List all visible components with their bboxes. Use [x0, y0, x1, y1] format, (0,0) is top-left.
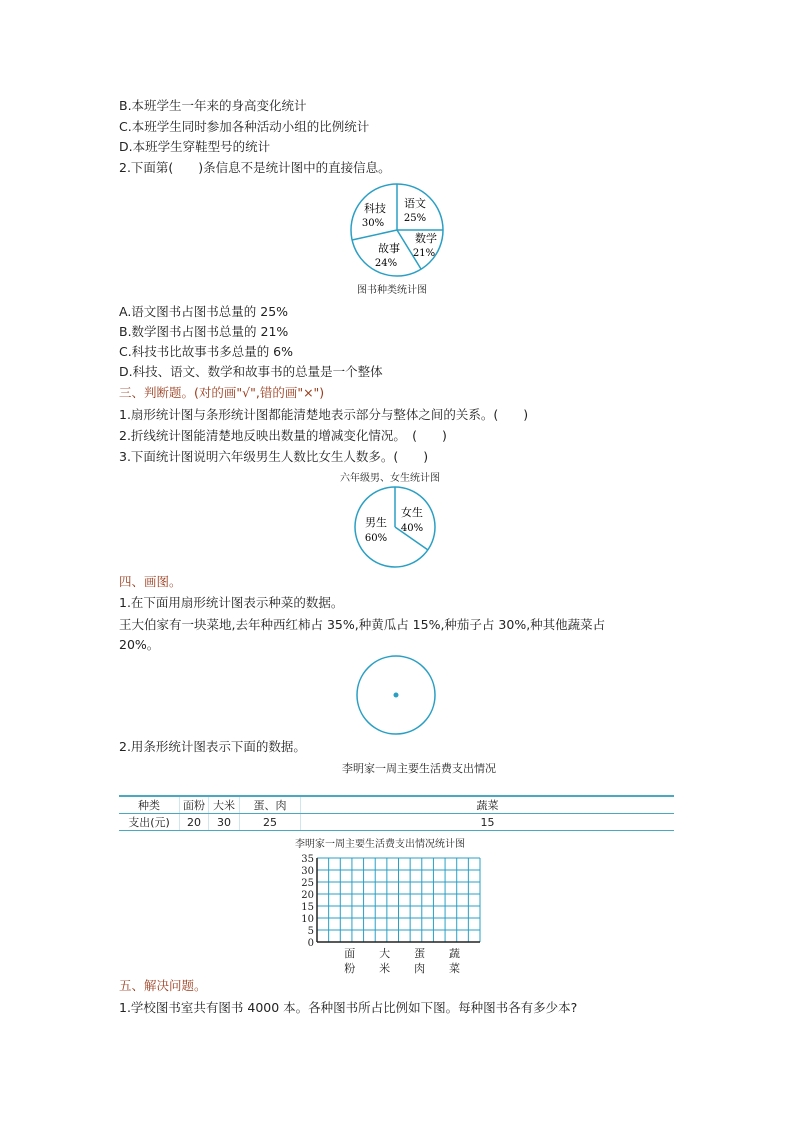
table-title: 李明家一周主要生活费支出情况: [342, 762, 496, 775]
option-c: C.科技书比故事书多总量的 6%: [119, 344, 294, 359]
judge-item-3: 3.下面统计图说明六年级男生人数比女生人数多。( ): [119, 449, 429, 464]
draw-q1-text: 20%。: [119, 637, 160, 652]
y-tick-label: 15: [301, 902, 314, 913]
slice-pct: 60%: [364, 533, 388, 544]
y-tick-label: 30: [301, 866, 314, 877]
section-title: 四、画图。: [119, 574, 182, 589]
pie-caption: 图书种类统计图: [357, 285, 427, 296]
draw-q2: 2.用条形统计图表示下面的数据。: [119, 739, 306, 754]
circle-center: [394, 693, 399, 698]
gender-pie-title: 六年级男、女生统计图: [340, 473, 440, 484]
slice-pct: 24%: [374, 258, 398, 269]
table-cell: 15: [301, 814, 675, 831]
y-tick-label: 35: [301, 854, 314, 865]
judge-item-1: 1.扇形统计图与条形统计图都能清楚地表示部分与整体之间的关系。( ): [119, 407, 529, 422]
option-c: C.本班学生同时参加各种活动小组的比例统计: [119, 119, 370, 134]
header-cell: 蔬菜: [301, 796, 675, 814]
slice-label: 语文: [404, 197, 426, 210]
table-cell: 30: [209, 814, 240, 831]
expense-table: [119, 795, 674, 831]
table-cell: 20: [180, 814, 209, 831]
draw-q1: 1.在下面用扇形统计图表示种菜的数据。: [119, 595, 344, 610]
y-tick-label: 0: [307, 938, 314, 949]
header-cell: 大米: [209, 796, 240, 814]
slice-pct: 40%: [400, 523, 424, 534]
slice-label: 故事: [378, 242, 400, 255]
header-cell: 蛋、肉: [240, 796, 301, 814]
slice-label: 科技: [364, 202, 386, 215]
blank-circle[interactable]: [354, 654, 440, 738]
gender-pie: [350, 484, 440, 572]
slice-label: 女生: [401, 506, 423, 519]
x-tick-label: 米: [379, 962, 391, 975]
option-b: B.本班学生一年来的身高变化统计: [119, 98, 307, 113]
section-title: 三、判断题。(对的画"√",错的画"×"): [119, 385, 325, 400]
option-a: A.语文图书占图书总量的 25%: [119, 304, 289, 319]
x-tick-label: 肉: [414, 962, 426, 975]
question-2: 2.下面第( )条信息不是统计图中的直接信息。: [119, 160, 391, 175]
table-header-row: [119, 796, 674, 814]
slice-label: 数学: [415, 232, 437, 245]
y-tick-label: 20: [301, 890, 314, 901]
table-cell: 支出(元): [119, 814, 180, 831]
x-tick-label: 蔬: [449, 947, 461, 960]
slice-pct: 30%: [361, 218, 385, 229]
option-d: D.本班学生穿鞋型号的统计: [119, 139, 271, 154]
option-d: D.科技、语文、数学和故事书的总量是一个整体: [119, 364, 383, 379]
solve-q1: 1.学校图书室共有图书 4000 本。各种图书所占比例如下图。每种图书各有多少本?: [119, 1000, 578, 1015]
y-tick-label: 10: [301, 914, 314, 925]
slice-label: 男生: [365, 516, 387, 529]
blank-bar-chart[interactable]: [290, 850, 495, 975]
chart-title: 李明家一周主要生活费支出情况统计图: [295, 839, 465, 850]
header-cell: 种类: [119, 796, 180, 814]
y-tick-label: 5: [307, 926, 314, 937]
header-cell: 面粉: [180, 796, 209, 814]
x-tick-label: 菜: [449, 962, 461, 975]
draw-q1-text: 王大伯家有一块菜地,去年种西红柿占 35%,种黄瓜占 15%,种茄子占 30%,种其他蔬菜占: [119, 617, 606, 632]
judge-item-2: 2.折线统计图能清楚地反映出数量的增减变化情况。 ( ): [119, 428, 447, 443]
slice-pct: 25%: [403, 213, 427, 224]
y-tick-label: 25: [301, 878, 314, 889]
x-tick-label: 粉: [344, 962, 356, 975]
section-title: 五、解决问题。: [119, 978, 207, 993]
slice-pct: 21%: [412, 248, 436, 259]
option-b: B.数学图书占图书总量的 21%: [119, 324, 289, 339]
x-tick-label: 面: [344, 947, 356, 960]
table-cell: 25: [240, 814, 301, 831]
table-row: [119, 814, 674, 831]
book-type-pie: [345, 180, 455, 280]
x-tick-label: 大: [379, 947, 391, 960]
pie-divider: [352, 230, 397, 240]
x-tick-label: 蛋: [414, 947, 426, 960]
